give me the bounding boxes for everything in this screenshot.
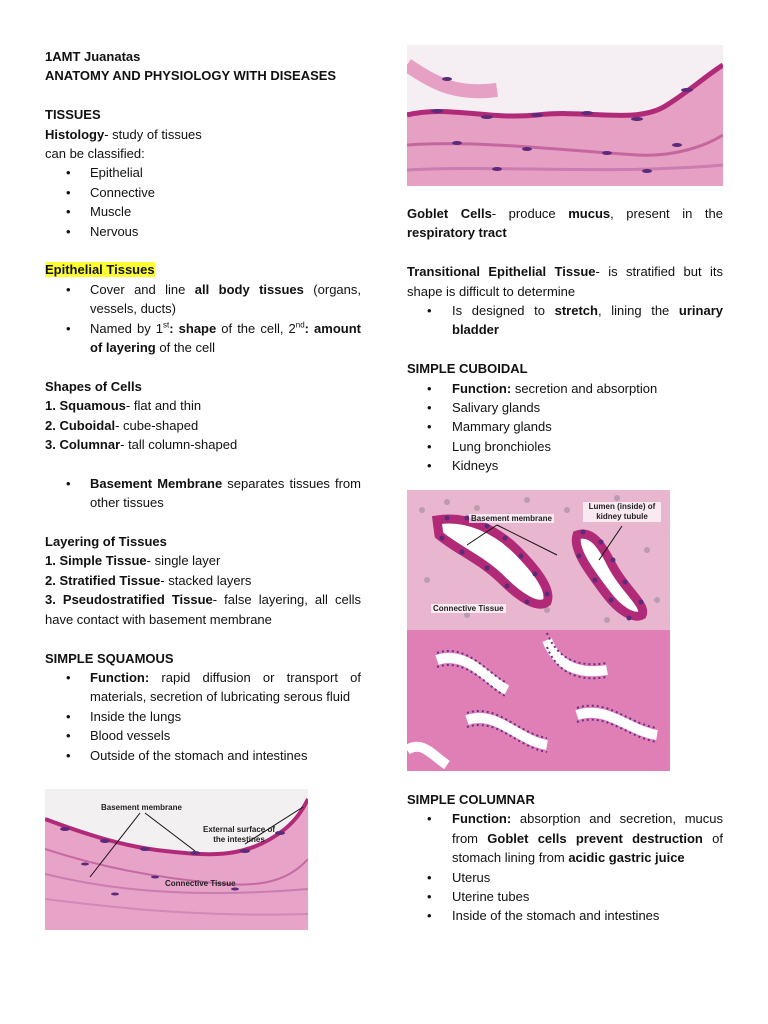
left-column	[45, 47, 361, 765]
fig-label-connective: Connective Tissue	[165, 879, 236, 888]
list-item: • Function: rapid diffusion or transport of materials, secretion of lubricating serous fluid	[45, 668, 361, 707]
layer-line: 1. Simple Tissue- single layer	[45, 553, 221, 569]
list-item: • Blood vessels	[45, 726, 361, 745]
columnar-heading: SIMPLE COLUMNAR	[407, 792, 535, 807]
list-item: • Inside of the stomach and intestines	[407, 906, 723, 925]
right-text-top	[407, 204, 723, 476]
cuboidal-heading: SIMPLE CUBOIDAL	[407, 361, 528, 377]
tissue-classes-list	[45, 163, 361, 241]
shape-line: 1. Squamous- flat and thin	[45, 398, 202, 414]
classified-line: can be classified:	[45, 146, 145, 162]
list-item: • Muscle	[45, 202, 361, 221]
list-item: • Salivary glands	[407, 398, 723, 417]
histology-line: Histology- study of tissues	[45, 126, 202, 142]
squamous-micrograph	[45, 789, 308, 930]
list-item: • Mammary glands	[407, 417, 723, 436]
goblet-micrograph	[407, 45, 723, 186]
shape-line: 3. Columnar- tall column-shaped	[45, 437, 238, 453]
squamous-list	[45, 668, 361, 765]
list-item: • Uterus	[407, 868, 723, 887]
list-item: • Epithelial	[45, 163, 361, 182]
fig-label-external: External surface of the intestines	[202, 825, 276, 844]
cuboidal-micrograph-image	[407, 490, 670, 771]
right-text-bottom	[407, 790, 723, 926]
list-item: • Function: secretion and absorption	[407, 379, 723, 398]
fig-label-basement: Basement membrane	[101, 803, 182, 812]
fig-label-connective: Connective Tissue	[433, 604, 504, 613]
layer-line: 2. Stratified Tissue- stacked layers	[45, 572, 252, 588]
list-item: • Function: absorption and secretion, mucus from Goblet cells prevent destruction of stomach lining from acidic gastric juice	[407, 809, 723, 867]
list-item: • Cover and line all body tissues (organs, vessels, ducts)	[45, 280, 361, 319]
transitional-list	[407, 301, 723, 340]
header-line1: 1AMT Juanatas	[45, 49, 141, 64]
cuboidal-list	[407, 379, 723, 476]
epithelial-heading: Epithelial Tissues	[45, 262, 155, 278]
list-item: • Nervous	[45, 222, 361, 241]
shape-line: 2. Cuboidal- cube-shaped	[45, 417, 199, 433]
list-item: • Named by 1st: shape of the cell, 2nd: amount of layering of the cell	[45, 319, 361, 358]
fig-label-basement: Basement membrane	[471, 514, 552, 523]
basement-list	[45, 474, 361, 513]
shapes-heading: Shapes of Cells	[45, 378, 142, 394]
goblet-paragraph: Goblet Cells- produce mucus, present in the respiratory tract	[407, 206, 723, 241]
list-item: • Uterine tubes	[407, 887, 723, 906]
list-item: • Connective	[45, 183, 361, 202]
layer-line: 3. Pseudostratified Tissue- false layering, all cells have contact with basement membrane	[45, 592, 361, 627]
list-item: • Lung bronchioles	[407, 437, 723, 456]
tissues-heading: TISSUES	[45, 107, 101, 123]
list-item: • Kidneys	[407, 456, 723, 475]
cuboidal-micrograph	[407, 490, 670, 771]
epithelial-list	[45, 280, 361, 358]
columnar-list	[407, 809, 723, 925]
layering-heading: Layering of Tissues	[45, 534, 167, 550]
list-item: • Basement Membrane separates tissues from other tissues	[45, 474, 361, 513]
list-item: • Is designed to stretch, lining the urinary bladder	[407, 301, 723, 340]
transitional-paragraph: Transitional Epithelial Tissue- is stratified but its shape is difficult to determine	[407, 264, 724, 299]
header-line2: ANATOMY AND PHYSIOLOGY WITH DISEASES	[45, 68, 337, 84]
squamous-heading: SIMPLE SQUAMOUS	[45, 650, 174, 666]
list-item: • Inside the lungs	[45, 707, 361, 726]
list-item: • Outside of the stomach and intestines	[45, 746, 361, 765]
fig-label-lumen: Lumen (inside) of kidney tubule	[583, 502, 661, 522]
goblet-micrograph-image	[407, 45, 723, 186]
